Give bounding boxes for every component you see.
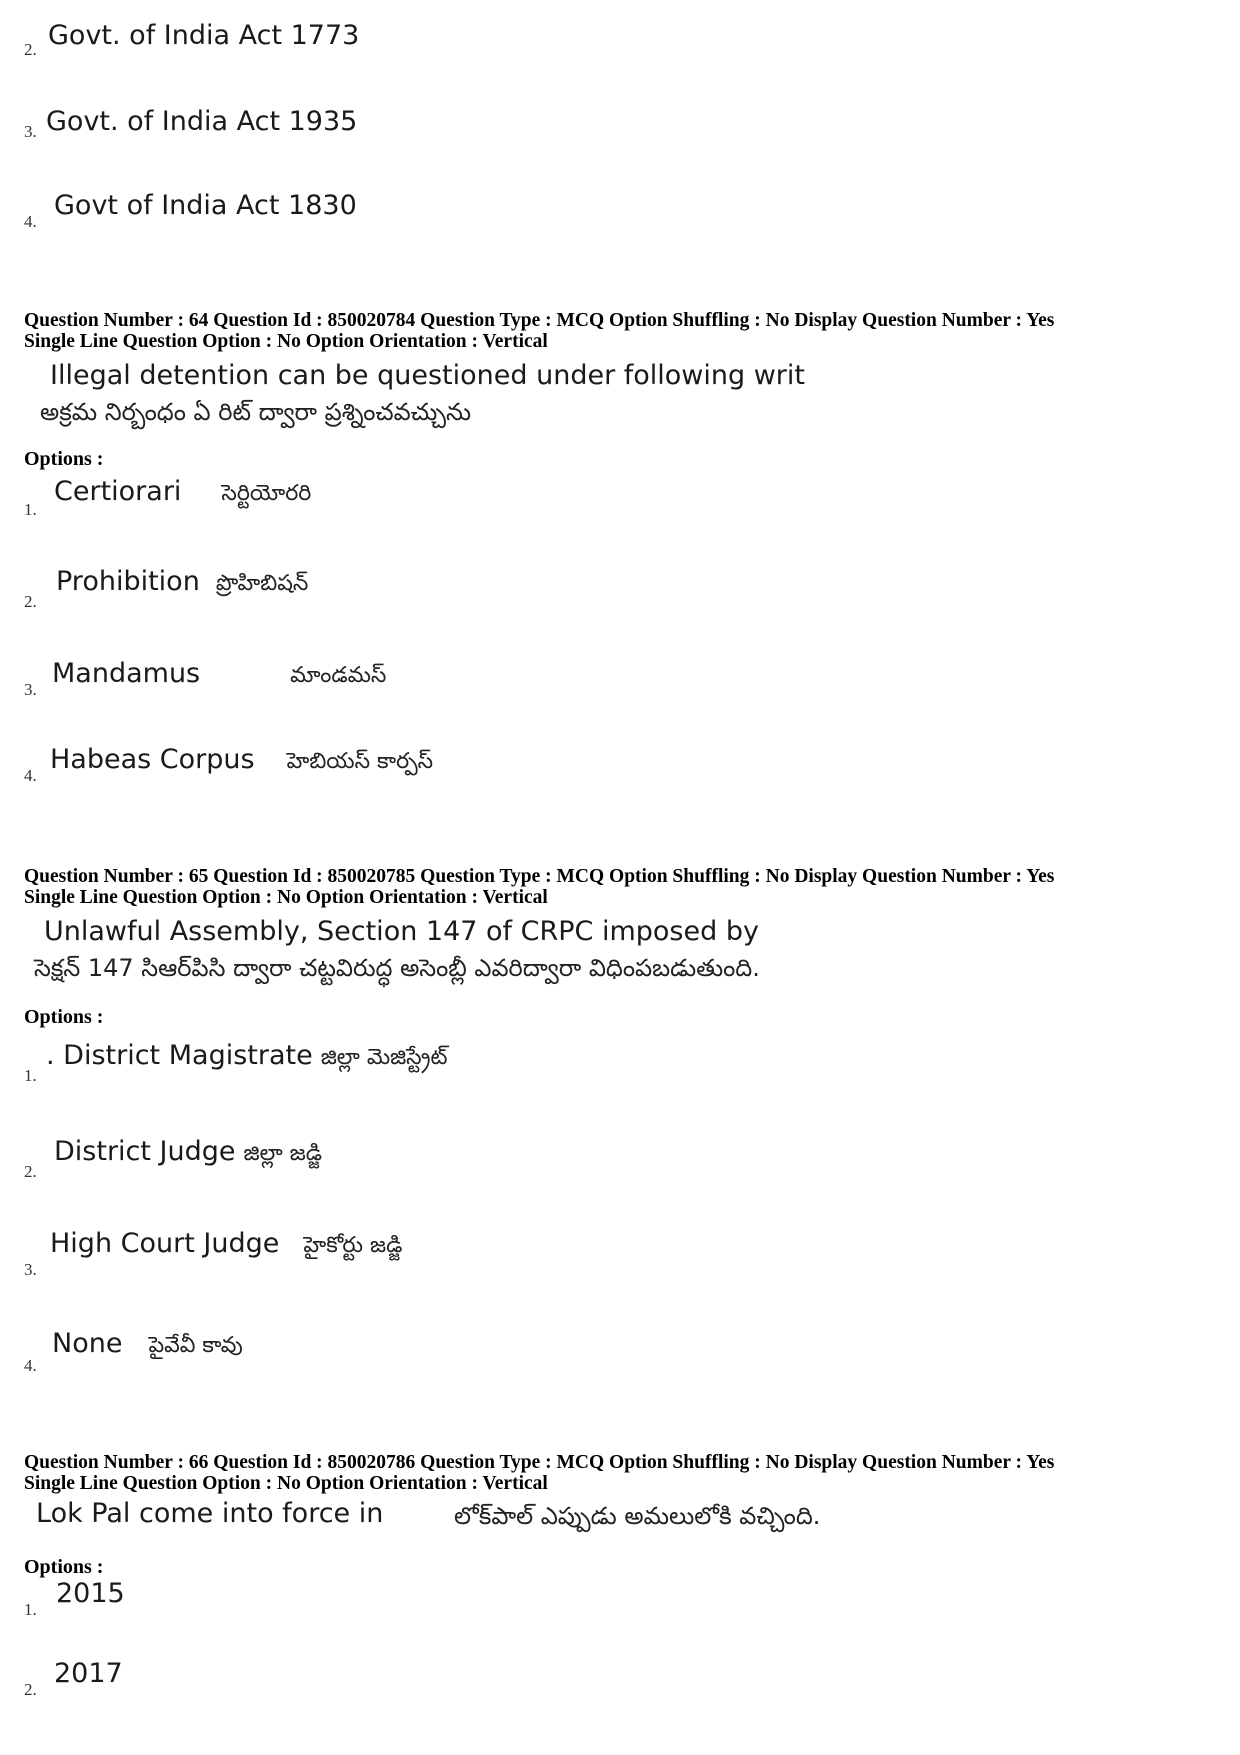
option-text <box>56 566 308 601</box>
option-text <box>52 1328 243 1363</box>
option-text-en: District Judge <box>54 1136 236 1167</box>
option-text-en: Certiorari <box>54 476 182 507</box>
option-text: Govt of India Act 1830 <box>54 190 357 221</box>
question-meta-line1: Question Number : 64 Question Id : 850020784 Question Type : MCQ Option Shuffling : No Display Question Number : Yes <box>24 310 1055 331</box>
option-text-te: హైకోర్టు జడ్జి <box>303 1233 403 1258</box>
options-label: Options : <box>24 1006 104 1028</box>
options-label: Options : <box>24 448 104 470</box>
option-text-te: జిల్లా మెజిస్ట్రేట్ <box>320 1045 448 1070</box>
option-text: Govt. of India Act 1935 <box>46 106 358 137</box>
option-text-en: Prohibition <box>56 566 200 597</box>
question-text-te: సెక్షన్ 147 సిఆర్‌పిసి ద్వారా చట్టవిరుద్ధ అసెంబ్లీ ఎవరిద్వారా విధింపబడుతుంది. <box>34 954 760 982</box>
question-meta-line2: Single Line Question Option : No Option Orientation : Vertical <box>24 331 548 352</box>
option-text-te: మాండమస్ <box>290 663 387 688</box>
question-text-te: లోక్‌పాల్ ఎప్పుడు అమలులోకి వచ్చింది. <box>454 1502 821 1530</box>
option-number: 4. <box>24 766 37 785</box>
option-text: 2017 <box>54 1658 123 1689</box>
option-number: 1. <box>24 1066 37 1085</box>
option-text: 2015 <box>56 1578 125 1609</box>
options-label: Options : <box>24 1556 104 1578</box>
option-text-te: ప్రొహిబిషన్ <box>215 571 309 596</box>
question-text-te: అక్రమ నిర్బంధం ఏ రిట్ ద్వారా ప్రశ్నించవచ్చును <box>40 398 472 426</box>
question-text-en: Illegal detention can be questioned under following writ <box>50 360 805 391</box>
option-text-te: సెర్టియోరరి <box>221 481 312 506</box>
option-number: 2. <box>24 1162 37 1181</box>
question-meta-line2: Single Line Question Option : No Option Orientation : Vertical <box>24 887 548 908</box>
option-number: 1. <box>24 1600 37 1619</box>
option-text <box>46 1040 448 1075</box>
question-meta-line1: Question Number : 66 Question Id : 850020786 Question Type : MCQ Option Shuffling : No Display Question Number : Yes <box>24 1452 1055 1473</box>
question-meta-line2: Single Line Question Option : No Option Orientation : Vertical <box>24 1473 548 1494</box>
option-text <box>54 1136 322 1171</box>
question-text-en: Unlawful Assembly, Section 147 of CRPC imposed by <box>44 916 759 947</box>
option-text-te: హెబియస్ కార్పస్ <box>286 749 434 774</box>
option-number: 2. <box>24 1680 37 1699</box>
option-number: 4. <box>24 1356 37 1375</box>
option-text-en: High Court Judge <box>50 1228 280 1259</box>
option-text <box>50 1228 402 1263</box>
option-text-en: . District Magistrate <box>46 1040 313 1071</box>
question-text-en: Lok Pal come into force in <box>36 1498 384 1529</box>
option-number: 1. <box>24 500 37 519</box>
option-number: 2. <box>24 40 37 59</box>
option-text <box>54 476 311 511</box>
option-number: 3. <box>24 122 37 141</box>
option-number: 2. <box>24 592 37 611</box>
question-meta-line1: Question Number : 65 Question Id : 850020785 Question Type : MCQ Option Shuffling : No Display Question Number : Yes <box>24 866 1055 887</box>
option-text <box>52 658 386 693</box>
option-text-en: Mandamus <box>52 658 201 689</box>
question-meta <box>24 866 1054 908</box>
option-number: 3. <box>24 680 37 699</box>
option-text: Govt. of India Act 1773 <box>48 20 360 51</box>
question-meta <box>24 310 1054 352</box>
option-text-en: None <box>52 1328 123 1359</box>
option-text-en: Habeas Corpus <box>50 744 255 775</box>
option-text-te: పైవేవీ కావు <box>148 1333 243 1358</box>
option-text-te: జిల్లా జడ్జి <box>243 1141 323 1166</box>
question-meta <box>24 1452 1054 1494</box>
option-number: 3. <box>24 1260 37 1279</box>
option-number: 4. <box>24 212 37 231</box>
option-text <box>50 744 433 779</box>
